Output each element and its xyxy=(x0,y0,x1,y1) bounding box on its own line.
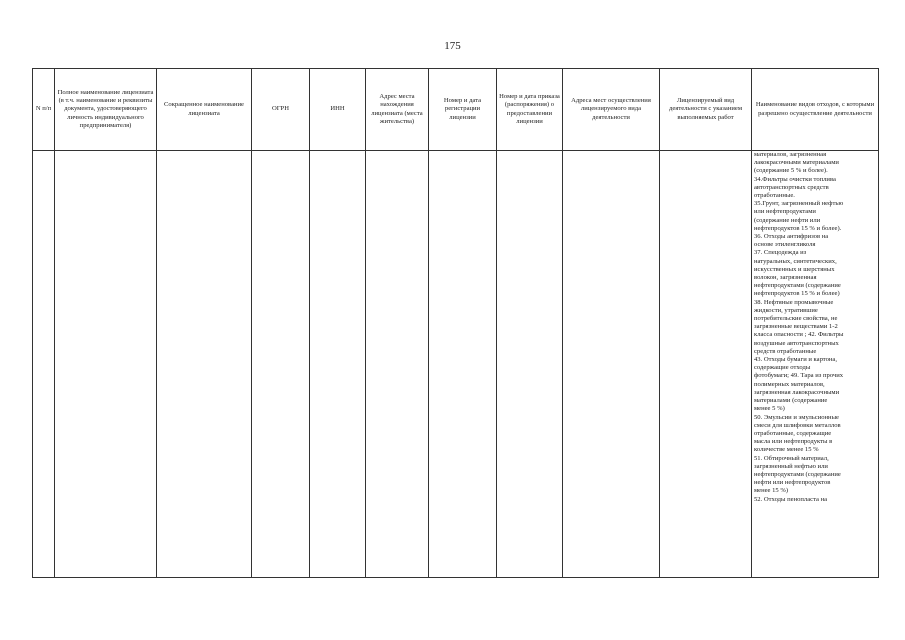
waste-line: 52. Отходы пенопласта на xyxy=(754,495,828,503)
waste-line: загрязненная лакокрасочными xyxy=(754,388,840,396)
waste-line: масла или нефтепродукты в xyxy=(754,438,833,446)
waste-line: содержащие отходы xyxy=(754,364,811,372)
waste-line: отработанные. xyxy=(754,192,795,200)
waste-line: отработанные, содержащие xyxy=(754,429,832,437)
waste-line: воздушные автотранспортных xyxy=(754,339,839,347)
waste-line: нефтепродуктами (содержание xyxy=(754,282,841,290)
waste-line: количестве менее 15 % xyxy=(754,446,819,454)
waste-line: (содержание 5 % и более). xyxy=(754,167,828,175)
waste-line: менее 15 %) xyxy=(754,487,789,495)
cell-ogrn xyxy=(252,151,310,578)
waste-line: смеси для шлифовки металлов xyxy=(754,421,841,429)
waste-line: автотранспортных средств xyxy=(754,183,829,191)
waste-line: натуральных, синтетических, xyxy=(754,257,837,265)
waste-line: фотобумаги; 49. Тара из прочих xyxy=(754,372,844,380)
license-registry-table xyxy=(32,68,879,578)
waste-line: 34.Фильтры очистки топлива xyxy=(754,175,836,183)
waste-line: жидкости, утратившие xyxy=(754,306,818,314)
waste-line: материалов, загрязненная xyxy=(754,151,827,158)
waste-line: нефтепродуктами (содержание xyxy=(754,470,841,478)
header-activity-addresses: Адреса мест осуществления лицензируемого вида деятельности xyxy=(563,69,660,151)
waste-line: нефти или нефтепродуктов xyxy=(754,479,831,487)
waste-line: 50. Эмульсии и эмульсионные xyxy=(754,413,839,421)
waste-line: 36. Отходы антифризов на xyxy=(754,233,829,241)
waste-line: волокон, загрязненная xyxy=(754,274,817,282)
waste-line: полимерных материалов, xyxy=(754,380,825,388)
waste-line: нефтепродуктов 15 % и более). xyxy=(754,224,842,232)
header-order: Номер и дата приказа (распоряжения) о предоставлении лицензии xyxy=(497,69,563,151)
waste-line: 43. Отходы бумаги и картона, xyxy=(754,356,837,364)
waste-line: основе этиленгликоля xyxy=(754,241,816,249)
cell-inn xyxy=(310,151,366,578)
waste-line: (содержание нефти или xyxy=(754,216,821,224)
table-row xyxy=(33,151,879,578)
waste-line: искусственных и шерстяных xyxy=(754,265,835,273)
waste-line: материалами (содержание xyxy=(754,397,828,405)
header-number: N п/п xyxy=(33,69,55,151)
waste-line: загрязненный нефтью или xyxy=(754,462,828,470)
waste-line: 38. Нефтяные промывочные xyxy=(754,298,834,306)
waste-line: средств отработанные xyxy=(754,347,817,355)
waste-line: потребительские свойства, не xyxy=(754,315,838,323)
header-row xyxy=(33,69,879,151)
cell-short-name xyxy=(157,151,252,578)
header-ogrn: ОГРН xyxy=(252,69,310,151)
cell-full-name xyxy=(55,151,157,578)
waste-line: класса опасности ; 42. Фильтры xyxy=(754,331,844,339)
cell-order xyxy=(497,151,563,578)
waste-line: загрязненные веществами 1-2 xyxy=(754,323,838,331)
cell-licensed-activity xyxy=(660,151,752,578)
waste-line: менее 5 %) xyxy=(754,405,785,413)
header-full-name: Полное наименование лицензиата (в т.ч. наименование и реквизиты документа, удостоверяющего личность индивидуального предпринимателя) xyxy=(55,69,157,151)
page-number: 175 xyxy=(444,40,461,52)
header-registration: Номер и дата регистрации лицензии xyxy=(429,69,497,151)
waste-line: нефтепродуктов 15 % и более) xyxy=(754,290,840,298)
waste-line: или нефтепродуктами xyxy=(754,208,816,216)
waste-line: 51. Обтирочный материал, xyxy=(754,454,829,462)
waste-line: лакокрасочными материалами xyxy=(754,159,839,167)
header-address: Адрес места нахождения лицензиата (места жительства) xyxy=(366,69,429,151)
cell-activity-addresses xyxy=(563,151,660,578)
cell-registration xyxy=(429,151,497,578)
header-licensed-activity: Лицензируемый вид деятельности с указанием выполняемых работ xyxy=(660,69,752,151)
cell-number xyxy=(33,151,55,578)
header-waste-types: Наименование видов отходов, с которыми разрешено осуществление деятельности xyxy=(752,69,879,151)
cell-waste-types xyxy=(752,151,879,578)
header-short-name: Сокращенное наименование лицензиата xyxy=(157,69,252,151)
cell-address xyxy=(366,151,429,578)
waste-line: 37. Спецодежда из xyxy=(754,249,807,257)
waste-line: 35.Грунт, загрязненный нефтью xyxy=(754,200,844,208)
header-inn: ИНН xyxy=(310,69,366,151)
